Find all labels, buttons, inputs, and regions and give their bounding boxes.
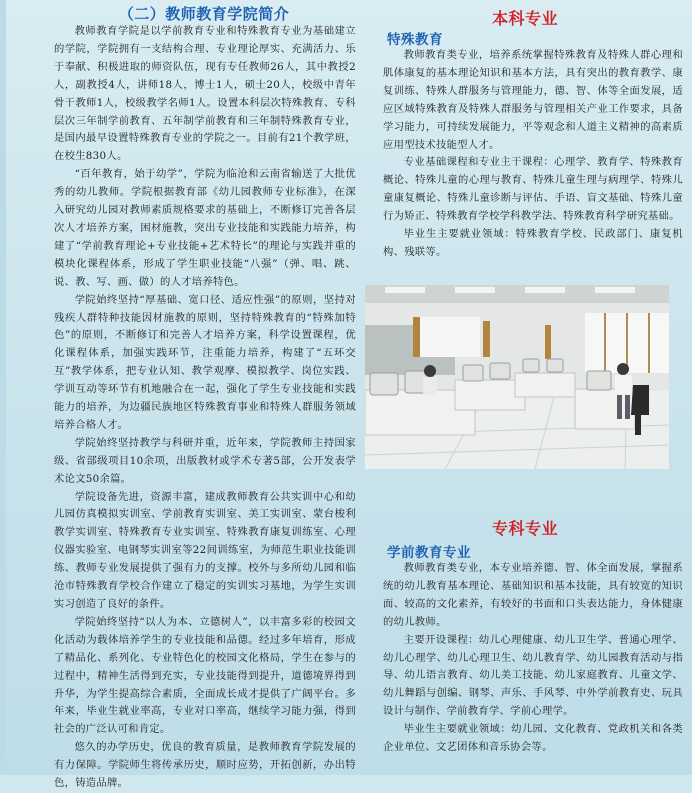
intro-paragraph: 学院始终坚持教学与科研并重，近年来，学院教师主持国家级、省部级项目10余项，出版教材或学术专著5部，公开发表学术论文50余篇。 [54, 436, 356, 485]
intro-paragraph: 学院始终坚持“以人为本、立德树人”，以丰富多彩的校园文化活动为载体培养学生的专业技能和品德。经过多年培育，形成了精品化、系列化、专业特色化的校园文化格局，学生在参与的过程中，精神生活得到充实，专业技能得到提升，道德境界得到升华，为学生提高综合素质，全面成长成才提供了广阔平台。多年来，毕业生就业率高，专业对口率高，继续学习能力强，得到社会的广泛认可和肯定。 [54, 615, 356, 736]
special-education-text [383, 47, 683, 262]
college-section-title: 专科专业 [491, 519, 558, 538]
computer-lab-illustration [365, 285, 669, 469]
major-paragraph: 毕业生主要就业领域：幼儿园、文化教育、党政机关和各类企业单位、文艺团体和音乐协会等。 [383, 723, 683, 754]
intro-paragraph: 教师教育学院是以学前教育专业和特殊教育专业为基础建立的学院，学院拥有一支结构合理、专业理论厚实、充满活力、乐于奉献、积极进取的师资队伍，现有专任教师26人，其中教授2人，副教授4人，讲师18人，博士1人，硕士20人，校级中青年骨干教师1人，校级教学名师1人。设置本科层次特殊教育、专科层次三年制学前教育、五年制学前教育和三年制特殊教育专业，是国内最早设置特殊教育专业的学院之一。目前有21个教学班，在校生830人。 [54, 25, 356, 163]
major-paragraph: 教师教育类专业，本专业培养德、智、体全面发展，掌握系统的幼儿教育基本理论、基础知识和基本技能，具有较宽的知识面、较高的文化素养，有较好的书面和口头表达能力，身体健康的幼儿教师。 [383, 562, 683, 628]
major-paragraph: 教师教育类专业，培养系统掌握特殊教育及特殊人群心理和肌体康复的基本理论知识和基本方法，具有突出的教育教学、康复训练、特殊人群服务与管理能力，德、智、体等全面发展，适应区域特殊教育及特殊人群服务与管理相关产业工作要求，具备学习能力，可持续发展能力，平等观念和人道主义精神的高素质应用型技术技能型人才。 [383, 49, 683, 151]
preschool-education-text [383, 560, 683, 757]
preschool-education-heading: 学前教育专业 [387, 545, 471, 561]
intro-paragraph: 学院始终坚持“厚基础、宽口径、适应性强”的原则，坚持对残疾人群特种技能因材施教的原则，坚持特殊教育的“特殊加特色”的原则，不断修订和完善人才培养方案，科学设置课程，优化课程体系，加强实践环节，注重能力培养，构建了“五环交互”教学体系，把专业认知、教学观摩、模拟教学、岗位实践、学训互动等环节有机地融合在一起，强化了学生专业技能和实践能力的培养，为边疆民族地区特殊教育事业和特殊人群服务领域培养合格人才。 [54, 293, 356, 431]
computer-lab-photo [365, 285, 669, 469]
major-paragraph: 专业基础课程和专业主干课程：心理学、教育学、特殊教育概论、特殊儿童的心理与教育、特殊儿童生理与病理学、特殊儿童康复概论、特殊儿童诊断与评估、手语、盲文基础、特殊儿童行为矫正、特殊教育学校学科教学法、特殊教育科学研究基础。 [383, 156, 683, 223]
special-education-heading: 特殊教育 [387, 32, 443, 48]
intro-paragraph: “百年教育，始于幼学”，学院为临沧和云南省输送了大批优秀的幼儿教师。学院根据教育部《幼儿园教师专业标准》，在深入研究幼儿园对教师素质规格要求的基础上，不断修订完善各层次人才培养方案，困材施教，突出专业技能和实践能力培养，构建了“学前教育理论+专业技能+艺术特长”的理论与实践并重的模块化课程体系，形成了学生职业技能“八强”（弹、唱、跳、说、教、写、画、做）的人才培养特色。 [54, 168, 356, 288]
college-intro-title: （二）教师教育学院简介 [118, 5, 290, 23]
bachelor-section-title: 本科专业 [491, 9, 558, 28]
intro-paragraph: 学院设备先进，资源丰富，建成教师教育公共实训中心和幼儿园仿真模拟实训室、学前教育实训室、美工实训室、蒙台梭利教学实训室、特殊教育专业实训室、特殊教育康复训练室、心理仪器实验室、电钢琴实训室等22间训练室，为师范生职业技能训练、教师专业发展提供了强有力的支撑。校外与多所幼儿园和临沧市特殊教育学校合作建立了稳定的实训实习基地，为学生实训实习创造了良好的条件。 [54, 490, 356, 610]
decorative-stripe [0, 0, 6, 775]
major-paragraph: 主要开设课程：幼儿心理健康、幼儿卫生学、普通心理学、幼儿心理学、幼儿心理卫生、幼儿教育学、幼儿园教育活动与指导、幼儿语言教育、幼儿美工技能、幼儿家庭教育、儿童文学、幼儿舞蹈与创编、钢琴、声乐、手风琴、中外学前教育史、玩具设计与制作、学前教育学、学前心理学。 [383, 633, 683, 718]
college-intro-text [54, 23, 356, 793]
intro-paragraph: 悠久的办学历史，优良的教育质量，是教师教育学院发展的有力保障。学院师生将传承历史，顺时应势，开拓创新，办出特色，铸造品牌。 [54, 741, 356, 790]
major-paragraph: 毕业生主要就业领域：特殊教育学校、民政部门、康复机构、残联等。 [383, 228, 683, 258]
